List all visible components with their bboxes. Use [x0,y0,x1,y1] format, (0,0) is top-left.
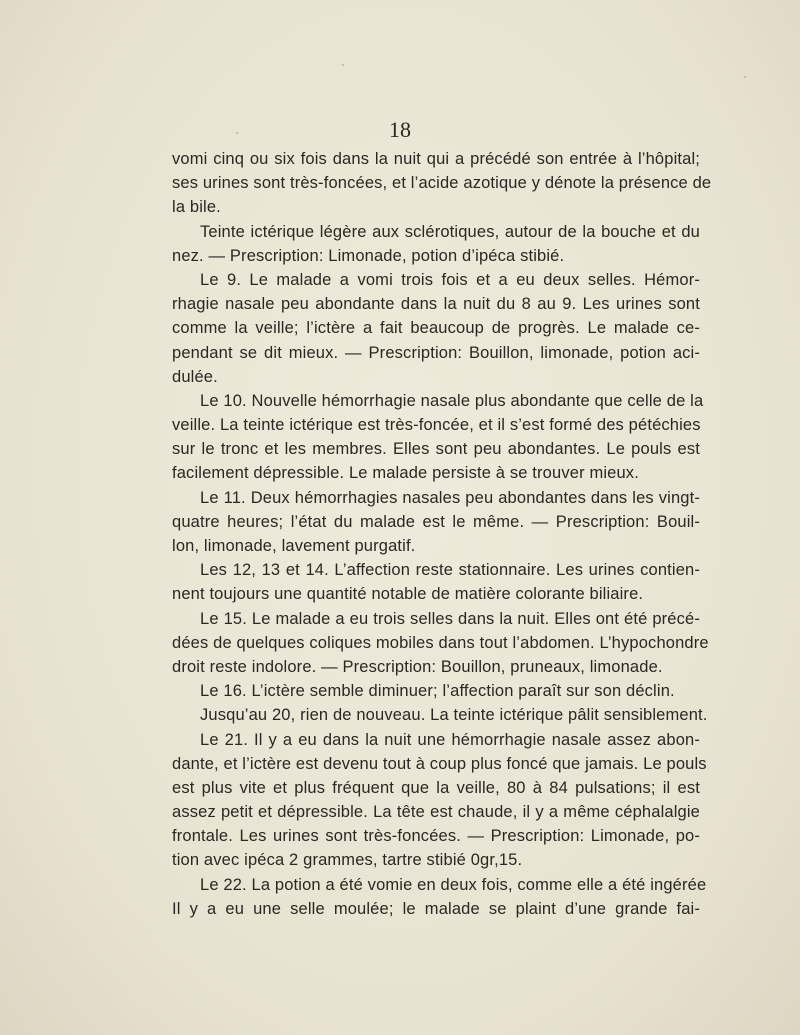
text-line: dante, et l’ictère est devenu tout à coup plus foncé que jamais. Le pouls [172,754,707,773]
text-line: dées de quelques coliques mobiles dans tout l’abdomen. L’hypochondre [172,633,709,652]
text-line: rhagie nasale peu abondante dans la nuit du 8 au 9. Les urines sont [172,295,700,314]
text-line: Le 22. La potion a été vomie en deux fois, comme elle a été ingérée [200,875,707,894]
text-line: vomi cinq ou six fois dans la nuit qui a précédé son entrée à l’hôpital; [172,150,700,168]
text-line: nent toujours une quantité notable de matière colorante biliaire. [172,585,644,604]
text-line: dulée. [172,367,218,386]
page-number: 18 [389,117,411,142]
body-text [172,147,712,921]
text-line: sur le tronc et les membres. Elles sont peu abondantes. Le pouls est [172,440,700,459]
text-line: ses urines sont très-foncées, et l’acide azotique y dénote la présence de [172,174,712,193]
paper-speck [744,76,746,78]
text-line: la bile. [172,198,221,217]
text-line: Le 11. Deux hémorrhagies nasales peu abondantes dans les vingt- [200,488,700,507]
text-line: Le 16. L’ictère semble diminuer; l’affection paraît sur son déclin. [200,682,675,701]
text-line: Jusqu’au 20, rien de nouveau. La teinte ictérique pâlit sensiblement. [200,706,708,725]
text-line: tion avec ipéca 2 grammes, tartre stibié 0gr,15. [172,851,523,870]
text-line: Les 12, 13 et 14. L’affection reste stationnaire. Les urines contien- [200,561,700,580]
text-line: Il y a eu une selle moulée; le malade se plaint d’une grande fai- [172,899,700,918]
paper-speck [342,64,344,66]
text-line: facilement dépressible. Le malade persiste à se trouver mieux. [172,464,639,483]
text-line: lon, limonade, lavement purgatif. [172,537,416,555]
text-line: assez petit et dépressible. La tête est chaude, il y a même céphalalgie [172,803,700,822]
text-line: Le 10. Nouvelle hémorrhagie nasale plus abondante que celle de la [200,391,704,410]
text-line: Le 15. Le malade a eu trois selles dans la nuit. Elles ont été précé- [200,609,700,628]
text-line: nez. — Prescription: Limonade, potion d’ipéca stibié. [172,246,565,265]
text-line: Le 9. Le malade a vomi trois fois et a eu deux selles. Hémor- [200,270,700,289]
text-line: quatre heures; l’état du malade est le même. — Prescription: Bouil- [172,512,700,531]
text-line: droit reste indolore. — Prescription: Bouillon, pruneaux, limonade. [172,657,663,676]
text-line: comme la veille; l’ictère a fait beaucoup de progrès. Le malade ce- [172,319,700,338]
text-line: frontale. Les urines sont très-foncées. — Prescription: Limonade, po- [172,827,700,846]
text-line: Le 21. Il y a eu dans la nuit une hémorrhagie nasale assez abon- [200,730,700,749]
text-line: Teinte ictérique légère aux sclérotiques, autour de la bouche et du [200,222,700,241]
text-line: pendant se dit mieux. — Prescription: Bouillon, limonade, potion aci- [172,343,700,362]
text-line: veille. La teinte ictérique est très-foncée, et il s’est formé des pétéchies [172,416,701,435]
text-line: est plus vite et plus fréquent que la veille, 80 à 84 pulsations; il est [172,778,700,797]
